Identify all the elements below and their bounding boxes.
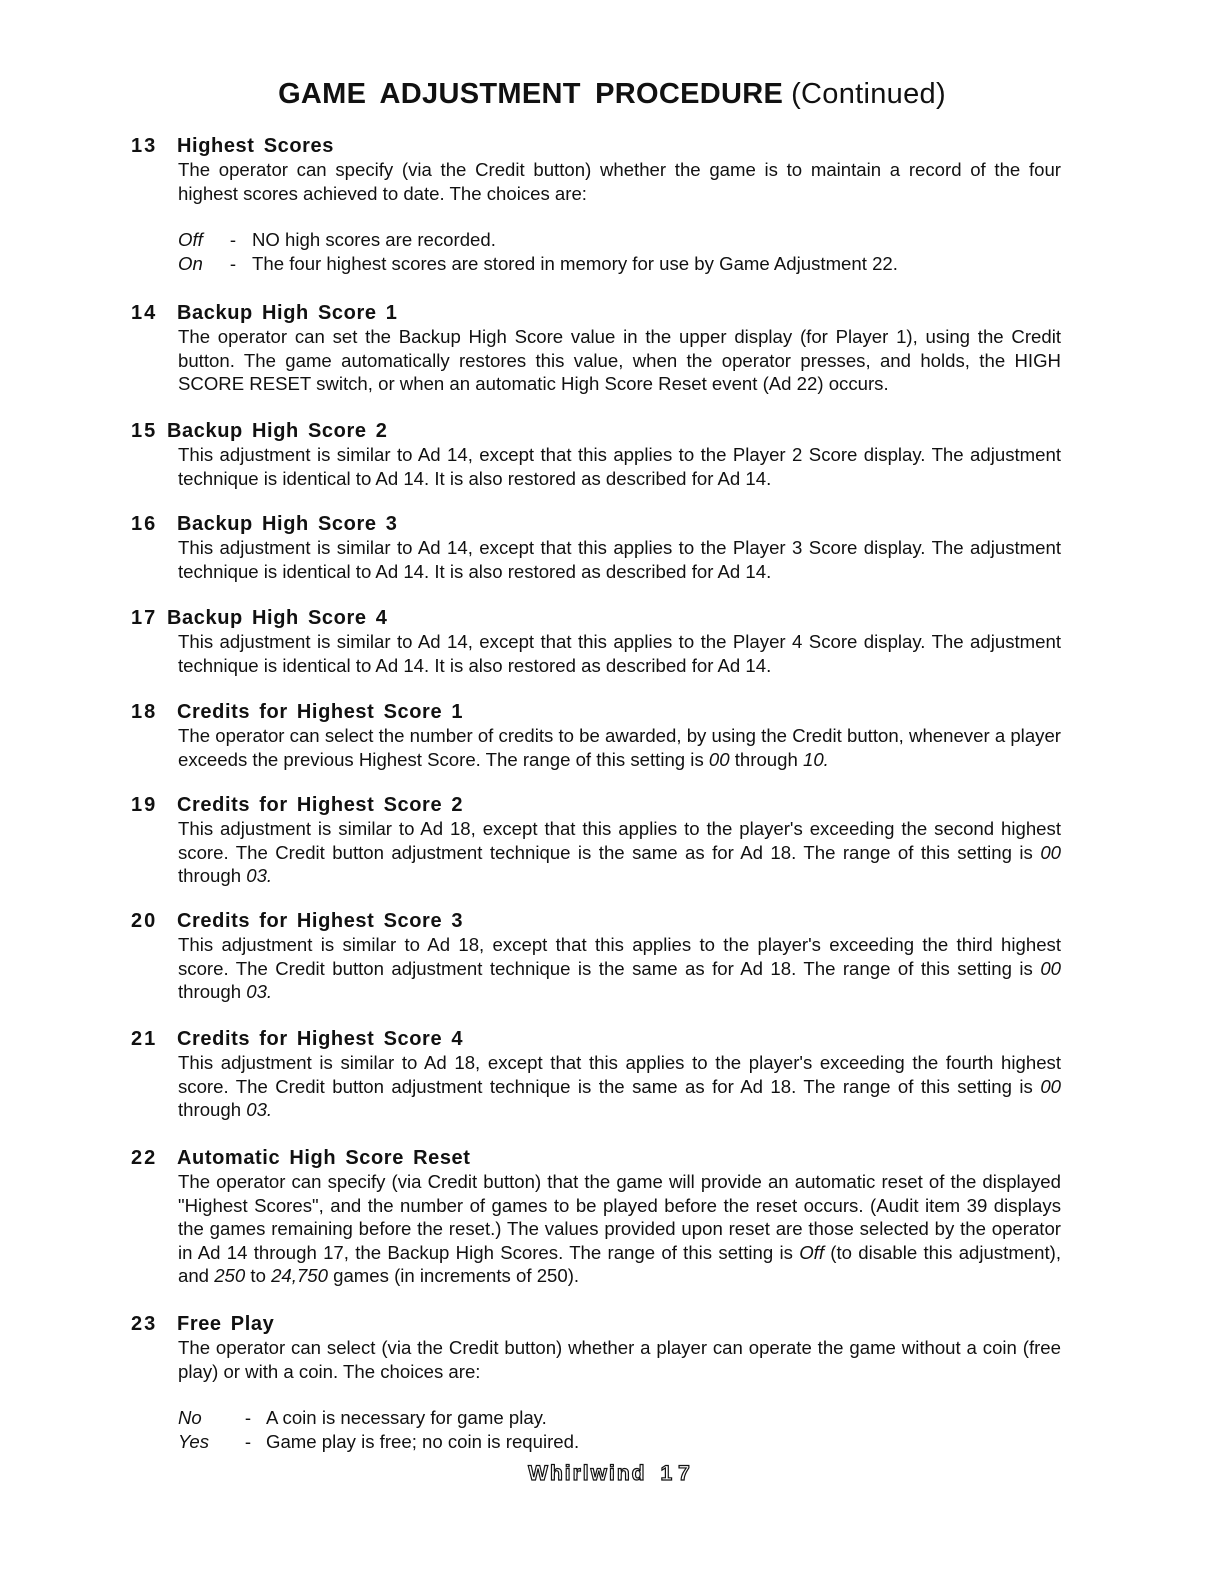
- section-body: [178, 817, 1061, 888]
- footer-game-name: Whirlwind: [528, 1462, 647, 1485]
- section-body: The operator can specify (via the Credit button) whether the game is to maintain a record of the four highest scores achieved to date. The choices are:: [178, 159, 1061, 204]
- choice-option: On: [178, 252, 203, 274]
- range-min: 00: [1040, 957, 1061, 979]
- section-number: 17: [131, 607, 158, 629]
- section-heading: [131, 1027, 1061, 1051]
- body-text: The operator can specify (via Credit button) that the game will provide an automatic reset of the displayed "Highest Scores", and the number of games to be played before the reset occurs. (Audit item 39 displays the games remaining before the reset.) The values provided upon reset are those selected by the operator in Ad 14 through 17, the Backup High Scores. The range of this setting is: [178, 1171, 1061, 1263]
- section-23-free-play: [131, 1312, 1061, 1453]
- body-text: (to disable this adjustment), and: [178, 1241, 1062, 1286]
- range-max: 10.: [803, 748, 829, 770]
- range-max: 24,750: [271, 1265, 328, 1286]
- choice-text: NO high scores are recorded.: [252, 229, 496, 250]
- section-heading: [131, 134, 1061, 158]
- section-number: 20: [131, 910, 158, 932]
- range-min: 00: [1040, 841, 1061, 863]
- range-max: 03.: [246, 981, 273, 1002]
- section-title: Free Play: [177, 1313, 275, 1335]
- section-title: Credits for Highest Score 1: [177, 701, 464, 723]
- section-21-credits-highest-score-4: [131, 1027, 1061, 1122]
- title-continued: (Continued): [791, 78, 946, 110]
- section-number: 16: [131, 513, 158, 535]
- choice-option: No: [178, 1407, 202, 1428]
- range-min: 250: [214, 1265, 246, 1286]
- choice-list: [178, 1406, 1061, 1453]
- page-footer: [0, 1462, 1224, 1486]
- choice-dash: -: [229, 229, 237, 250]
- section-14-backup-high-score-1: [131, 301, 1061, 396]
- section-body: This adjustment is similar to Ad 14, except that this applies to the Player 4 Score display. The adjustment technique is identical to Ad 14. It is also restored as described for Ad 14.: [178, 631, 1061, 676]
- section-title: Highest Scores: [177, 135, 335, 157]
- choice-item: [178, 228, 1061, 252]
- section-heading: [131, 909, 1061, 933]
- range-min: 00: [1040, 1075, 1061, 1097]
- section-heading: [131, 700, 1061, 724]
- section-19-credits-highest-score-2: [131, 793, 1061, 888]
- section-body: [178, 933, 1061, 1004]
- choice-option: Yes: [178, 1430, 210, 1452]
- body-text: This adjustment is similar to Ad 18, except that this applies to the player's exceeding the second highest score. The Credit button adjustment technique is the same as for Ad 18. The range of this setting is: [178, 818, 1061, 863]
- section-number: 23: [131, 1313, 158, 1335]
- section-heading: [131, 793, 1061, 817]
- body-text: through: [729, 748, 803, 770]
- section-heading: [131, 301, 1061, 325]
- section-title: Backup High Score 3: [177, 513, 398, 535]
- section-number: 15: [131, 420, 158, 442]
- section-title: Credits for Highest Score 2: [177, 794, 464, 816]
- section-body: The operator can select (via the Credit button) whether a player can operate the game without a coin (free play) or with a coin. The choices are:: [178, 1337, 1061, 1382]
- section-body: [178, 724, 1061, 771]
- choice-item: [178, 252, 1061, 276]
- section-18-credits-highest-score-1: [131, 700, 1061, 771]
- section-body: [178, 1170, 1061, 1288]
- section-17-backup-high-score-4: [131, 606, 1061, 677]
- section-heading: [131, 512, 1061, 536]
- section-16-backup-high-score-3: [131, 512, 1061, 583]
- choice-text: Game play is free; no coin is required.: [266, 1430, 580, 1452]
- body-text: through: [178, 981, 247, 1002]
- section-heading: [131, 419, 1061, 443]
- body-text: to: [245, 1265, 272, 1286]
- choice-dash: -: [229, 252, 237, 274]
- choice-item: [178, 1406, 1061, 1430]
- body-text: The operator can select the number of credits to be awarded, by using the Credit button, whenever a player exceeds the previous Highest Score. The range of this setting is: [178, 725, 1061, 770]
- section-title: Credits for Highest Score 4: [177, 1028, 464, 1050]
- section-title: Automatic High Score Reset: [177, 1147, 471, 1169]
- section-number: 18: [131, 701, 158, 723]
- choice-text: A coin is necessary for game play.: [266, 1407, 547, 1428]
- choice-text: The four highest scores are stored in memory for use by Game Adjustment 22.: [252, 252, 898, 274]
- title-main: GAME ADJUSTMENT PROCEDURE: [278, 78, 784, 110]
- section-20-credits-highest-score-3: [131, 909, 1061, 1004]
- choice-option: Off: [178, 229, 203, 250]
- range-min: 00: [708, 748, 730, 770]
- section-number: 21: [131, 1028, 158, 1050]
- section-number: 14: [131, 302, 158, 324]
- section-title: Backup High Score 1: [177, 302, 398, 324]
- section-13-highest-scores: [131, 134, 1061, 275]
- choice-item: [178, 1430, 1061, 1454]
- section-body: [178, 1051, 1061, 1122]
- section-15-backup-high-score-2: [131, 419, 1061, 490]
- body-text: through: [178, 1099, 247, 1120]
- section-title: Backup High Score 2: [167, 420, 388, 442]
- section-number: 13: [131, 135, 158, 157]
- section-number: 22: [131, 1147, 158, 1169]
- section-heading: [131, 606, 1061, 630]
- section-title: Credits for Highest Score 3: [177, 910, 464, 932]
- section-heading: [131, 1312, 1061, 1336]
- setting-off: Off: [799, 1241, 824, 1263]
- body-text: This adjustment is similar to Ad 18, except that this applies to the player's exceeding the third highest score. The Credit button adjustment technique is the same as for Ad 18. The range of this setting is: [178, 934, 1061, 979]
- section-body: This adjustment is similar to Ad 14, except that this applies to the Player 2 Score display. The adjustment technique is identical to Ad 14. It is also restored as described for Ad 14.: [178, 444, 1061, 489]
- page-title: [0, 78, 1224, 111]
- body-text: through: [178, 865, 247, 886]
- page-number: 17: [660, 1462, 696, 1485]
- section-body: The operator can set the Backup High Score value in the upper display (for Player 1), using the Credit button. The game automatically restores this value, when the operator presses, and holds, the HIGH SCORE RESET switch, or when an automatic High Score Reset event (Ad 22) occurs.: [178, 326, 1061, 394]
- body-text: games (in increments of 250).: [327, 1265, 580, 1286]
- section-body: This adjustment is similar to Ad 14, except that this applies to the Player 3 Score display. The adjustment technique is identical to Ad 14. It is also restored as described for Ad 14.: [178, 537, 1061, 582]
- body-text: This adjustment is similar to Ad 18, except that this applies to the player's exceeding the fourth highest score. The Credit button adjustment technique is the same as for Ad 18. The range of this setting is: [178, 1052, 1061, 1097]
- range-max: 03.: [246, 1099, 273, 1120]
- choice-list: [178, 228, 1061, 275]
- choice-dash: -: [244, 1407, 252, 1428]
- range-max: 03.: [246, 865, 273, 886]
- section-22-automatic-high-score-reset: [131, 1146, 1061, 1288]
- choice-dash: -: [244, 1430, 252, 1452]
- section-heading: [131, 1146, 1061, 1170]
- section-number: 19: [131, 794, 158, 816]
- section-title: Backup High Score 4: [167, 607, 388, 629]
